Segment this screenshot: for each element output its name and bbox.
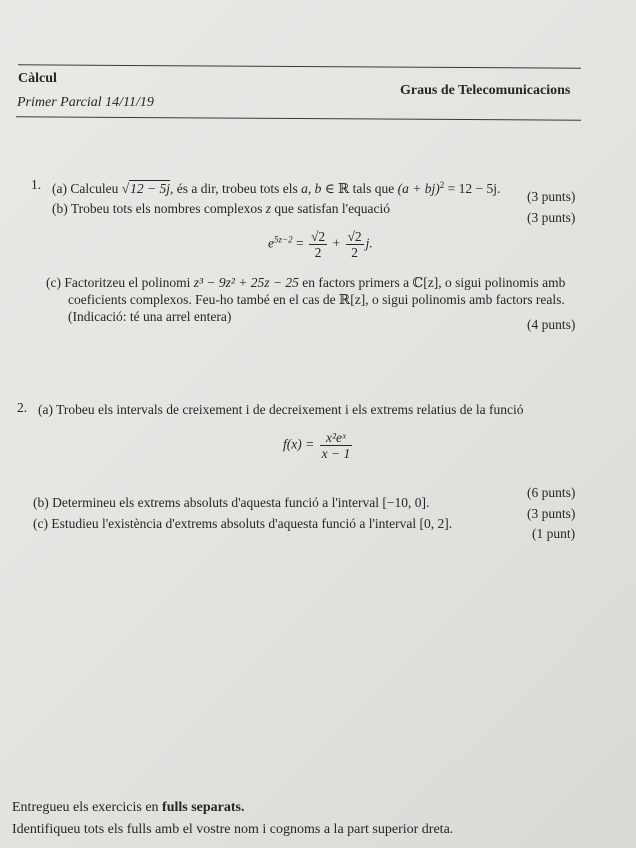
q1a-sqrt-sign: √: [121, 181, 130, 196]
q2c-label: (c): [33, 516, 48, 531]
q1c-line2-pre: coeficients complexos. Feu-ho també en el cas de: [68, 292, 336, 307]
q1c-points: (4 punts): [527, 317, 576, 332]
footer-line1-bold: fulls separats.: [162, 800, 245, 815]
q1c-label: (c): [46, 275, 61, 290]
q1a-exp: 2: [439, 180, 445, 190]
q1a-vars: a, b: [301, 181, 322, 196]
footer-line2: Identifiqueu tots els fulls amb el vostre nom i cognoms a la part superior dreta.: [12, 822, 454, 837]
q1c-line2-post: , o sigui polinomis amb factors reals.: [365, 292, 565, 307]
exam-title: Primer Parcial 14/11/19: [17, 95, 154, 110]
q1b-f-den2: 2: [351, 245, 358, 260]
q1a-sqrt-arg: 12 − 5j: [130, 181, 171, 196]
q1a-points: (3 punts): [527, 189, 576, 204]
q2a-formula: [283, 430, 354, 461]
q1b-var: z: [265, 201, 272, 216]
q1b-f-plus: +: [332, 235, 341, 251]
q1a-line: [52, 177, 500, 197]
q1a-text-pre: Calculeu: [70, 181, 119, 196]
q2a-f-num: x²eˣ: [320, 430, 353, 446]
q1c-poly: z³ − 9z² + 25z − 25: [193, 275, 299, 290]
q1a-in: ∈ ℝ tals que: [324, 181, 395, 196]
q2-number: 2.: [17, 400, 28, 415]
q2a-line: [38, 402, 523, 418]
q2a-f-frac: [320, 430, 353, 461]
q2a-f-lhs: f(x) =: [283, 436, 315, 452]
q1b-f-num1: √2: [310, 229, 326, 244]
q2a-f-den: x − 1: [321, 446, 351, 461]
footer-line1: [12, 800, 245, 816]
q1b-formula: [268, 229, 373, 260]
q1c-line1: [46, 275, 565, 291]
q2a-label: (a): [38, 402, 53, 417]
q2b-interval: [−10, 0].: [382, 495, 430, 510]
q1b-text-post: que satisfan l'equació: [274, 201, 391, 216]
q2c-interval: [0, 2].: [419, 516, 453, 531]
q1b-text-pre: Trobeu tots els nombres complexos: [70, 201, 263, 216]
q1c-line3: (Indicació: té una arrel entera): [68, 309, 232, 324]
q1c-ring-c: ℂ[z]: [412, 275, 439, 290]
q1b-label: (b): [52, 201, 68, 216]
q2b-line: [33, 495, 429, 511]
q1a-text-mid: , és a dir, trobeu tots els: [170, 181, 298, 196]
q1a-label: (a): [52, 181, 67, 196]
q1b-f-num2: √2: [347, 229, 362, 244]
footer-line1-pre: Entregueu els exercicis en: [12, 800, 159, 815]
q1a-eq-rhs: = 12 − 5j.: [447, 181, 501, 196]
q1b-f-exp: 5z−2: [274, 234, 293, 245]
q1c-line1-post: , o sigui polinomis amb: [438, 275, 566, 290]
header-bottom-rule: [16, 116, 581, 120]
q2a-text: Trobeu els intervals de creixement i de decreixement i els extrems relatius de la funció: [56, 402, 524, 417]
q2c-line: [33, 516, 452, 532]
q1b-f-den1: 2: [314, 245, 322, 260]
q2c-points: (1 punt): [532, 526, 576, 541]
degree-title: Graus de Telecomunicacions: [400, 83, 571, 98]
q1c-line2: [68, 292, 565, 308]
q2a-points: (6 punts): [527, 485, 576, 500]
q1c-ring-r: ℝ[z]: [339, 292, 366, 307]
q1b-f-frac1: [309, 229, 327, 260]
q1b-f-frac2: [346, 229, 364, 260]
q1a-eq-lhs: (a + bj): [397, 181, 440, 196]
header-top-rule: [18, 64, 581, 68]
q1-number: 1.: [31, 177, 42, 192]
course-title: Càlcul: [18, 71, 57, 86]
q2b-text: Determineu els extrems absoluts d'aquesta funció a l'interval: [52, 495, 380, 510]
q1c-line1-pre: Factoritzeu el polinomi: [64, 275, 191, 290]
q1b-points: (3 punts): [527, 210, 576, 225]
q2b-points: (3 punts): [527, 506, 576, 521]
q1b-f-eq: =: [295, 235, 304, 251]
q2b-label: (b): [33, 495, 49, 510]
q1b-line: [52, 201, 390, 217]
q1c-line1-mid: en factors primers a: [302, 275, 410, 290]
q2c-text: Estudieu l'existència d'extrems absoluts d'aquesta funció a l'interval: [51, 516, 417, 531]
q1b-f-tail: j.: [365, 235, 373, 251]
q1b-f-base: e: [268, 235, 274, 251]
